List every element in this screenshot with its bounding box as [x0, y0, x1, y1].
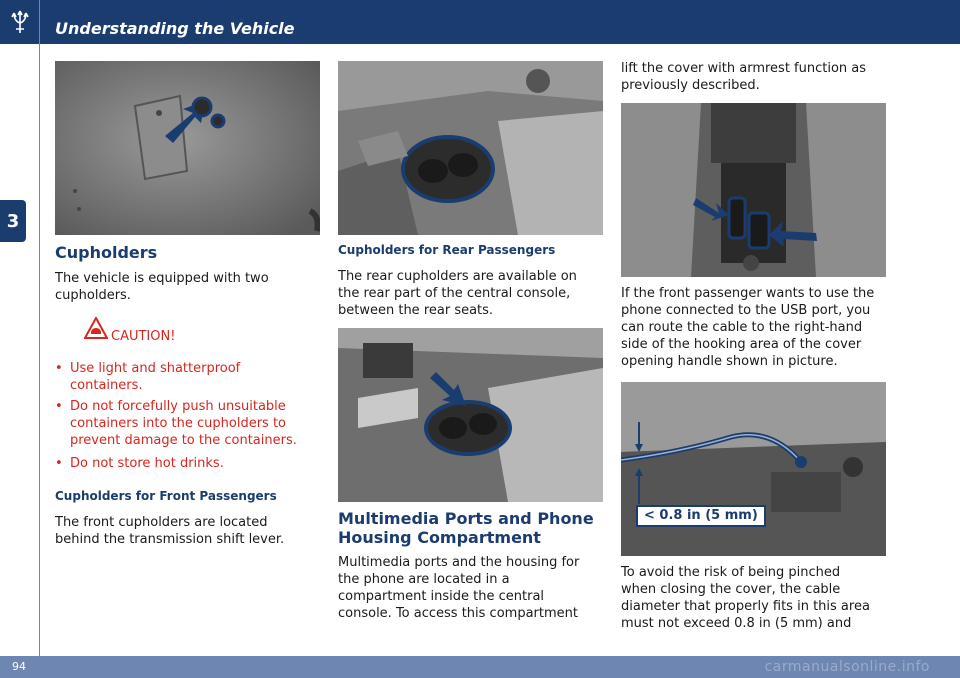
page-number: 94 [12, 660, 26, 673]
intro-line-2: cupholders. [55, 288, 131, 303]
page-header [0, 0, 960, 44]
pinch-line-2: when closing the cover, the cable [621, 582, 841, 597]
subheading-front-passengers: Cupholders for Front Passengers [55, 489, 277, 503]
rear-line-3: between the rear seats. [338, 303, 494, 318]
multimedia-line-4: console. To access this compartment [338, 606, 578, 621]
chapter-tab[interactable]: 3 [0, 200, 26, 242]
trident-icon [0, 0, 40, 44]
heading-cupholders: Cupholders [55, 243, 158, 262]
photo-rear-console-cupholders [338, 61, 603, 235]
usb-line-5: opening handle shown in picture. [621, 354, 838, 369]
caution-bullet: • Use light and shatterproof containers. [55, 361, 241, 393]
heading-multimedia-line-2: Housing Compartment [338, 528, 541, 547]
usb-line-4: side of the hooking area of the cover [621, 337, 862, 352]
pinch-line-1: To avoid the risk of being pinched [621, 565, 841, 580]
photo-cable-routing [621, 382, 886, 556]
photo-front-cupholder-cover [55, 61, 320, 235]
caution-bullet: • Do not store hot drinks. [55, 456, 224, 471]
rear-line-1: The rear cupholders are available on [338, 269, 577, 284]
cable-diameter-label: < 0.8 in (5 mm) [636, 505, 766, 527]
caution-label: CAUTION! [111, 329, 176, 344]
subheading-rear-passengers: Cupholders for Rear Passengers [338, 243, 556, 257]
watermark: carmanualsonline.info [764, 659, 930, 675]
multimedia-line-1: Multimedia ports and the housing for [338, 555, 580, 570]
multimedia-line-3: compartment inside the central [338, 589, 545, 604]
cover-line-1: lift the cover with armrest function as [621, 61, 867, 76]
front-line-1: The front cupholders are located [55, 515, 268, 530]
caution-bullet: • Do not forcefully push unsuitable containers into the cupholders to prevent damage to the containers. [55, 399, 297, 448]
heading-multimedia-line-1: Multimedia Ports and Phone [338, 509, 594, 528]
photo-usb-compartment [621, 103, 886, 277]
usb-line-3: can route the cable to the right-hand [621, 320, 863, 335]
page-footer [0, 656, 960, 678]
photo-rear-cupholders [338, 328, 603, 502]
multimedia-line-2: the phone are located in a [338, 572, 510, 587]
intro-line-1: The vehicle is equipped with two [55, 271, 269, 286]
front-line-2: behind the transmission shift lever. [55, 532, 285, 547]
usb-line-1: If the front passenger wants to use the [621, 286, 875, 301]
cover-line-2: previously described. [621, 78, 760, 93]
rear-line-2: the rear part of the central console, [338, 286, 571, 301]
margin-rule [39, 44, 40, 656]
section-title: Understanding the Vehicle [55, 19, 295, 38]
pinch-line-4: must not exceed 0.8 in (5 mm) and [621, 616, 852, 631]
usb-line-2: phone connected to the USB port, you [621, 303, 871, 318]
caution-icon [84, 317, 108, 343]
pinch-line-3: diameter that properly fits in this area [621, 599, 870, 614]
